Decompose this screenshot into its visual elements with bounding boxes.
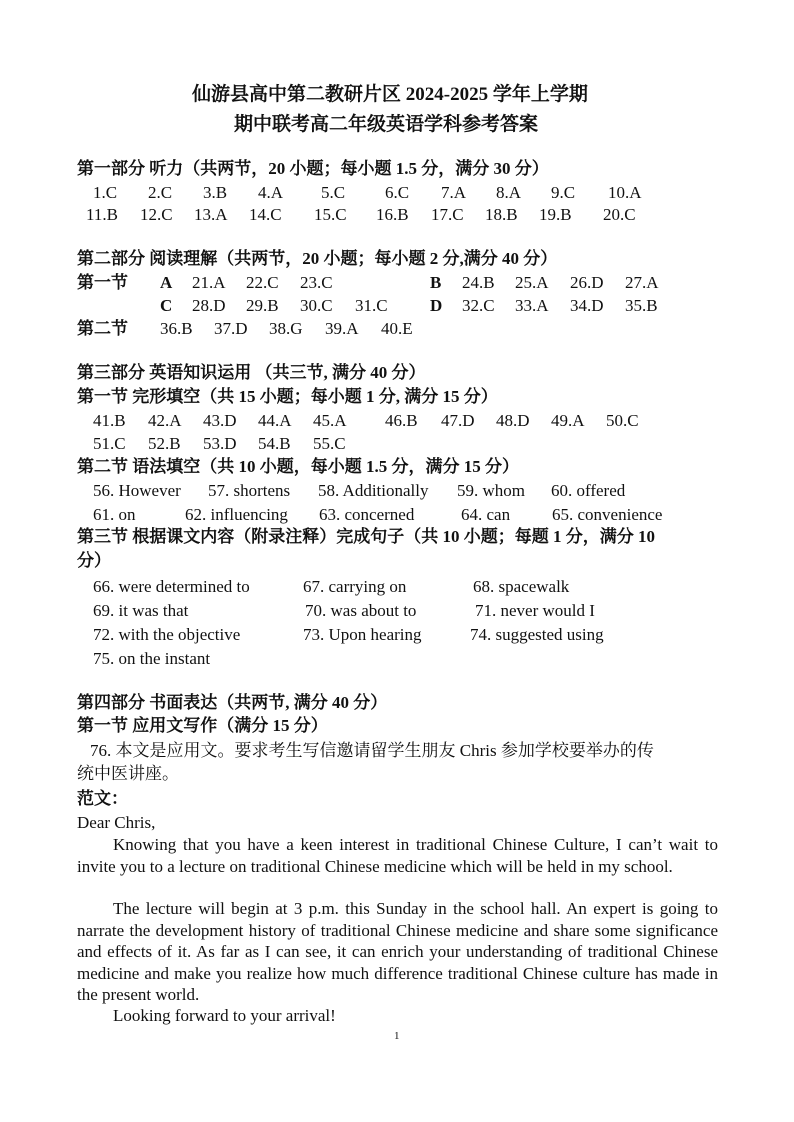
answer-cell: 74. suggested using (470, 625, 604, 644)
answer-cell: 26.D (570, 273, 604, 292)
question-76-line-2: 统中医讲座。 (77, 764, 179, 783)
answer-cell: 73. Upon hearing (303, 625, 422, 644)
answer-cell: 24.B (462, 273, 495, 292)
answer-cell: 52.B (148, 434, 181, 453)
answer-cell: 5.C (321, 183, 346, 202)
answer-cell: 64. can (461, 505, 511, 524)
answer-cell: 41.B (93, 411, 126, 430)
answer-cell: 72. with the objective (93, 625, 241, 644)
answer-cell: 31.C (355, 296, 388, 315)
answer-cell: 45.A (313, 411, 347, 430)
question-76-line-1: 76. 本文是应用文。要求考生写信邀请留学生朋友 Chris 参加学校要举办的传 (90, 741, 654, 760)
answer-cell: 16.B (376, 205, 409, 224)
answer-cell: 9.C (551, 183, 576, 202)
answer-cell: 29.B (246, 296, 279, 315)
answer-cell: 47.D (441, 411, 475, 430)
answer-cell: 1.C (93, 183, 118, 202)
section-label: 第二节 (77, 319, 128, 338)
answer-cell: 13.A (194, 205, 228, 224)
answer-cell: 23.C (300, 273, 333, 292)
answer-cell: 71. never would I (475, 601, 595, 620)
answer-cell: 39.A (325, 319, 359, 338)
answer-cell: 44.A (258, 411, 292, 430)
part3-sec2-header: 第二节 语法填空（共 10 小题，每小题 1.5 分，满分 15 分） (77, 457, 519, 476)
answer-cell: 57. shortens (208, 481, 291, 500)
answer-cell: 20.C (603, 205, 636, 224)
answer-cell: 60. offered (551, 481, 626, 500)
answer-cell: 17.C (431, 205, 464, 224)
answer-cell: 59. whom (457, 481, 525, 500)
answer-cell: 63. concerned (319, 505, 415, 524)
answer-cell: 11.B (86, 205, 118, 224)
answer-cell: 8.A (496, 183, 522, 202)
answer-cell: 54.B (258, 434, 291, 453)
answer-cell: 49.A (551, 411, 585, 430)
answer-cell: 4.A (258, 183, 284, 202)
part4-sec1-header: 第一节 应用文写作（满分 15 分） (77, 716, 328, 735)
answer-cell: 61. on (93, 505, 136, 524)
answer-cell: 65. convenience (552, 505, 663, 524)
sample-label: 范文： (77, 789, 128, 808)
page-number: 1 (394, 1030, 400, 1042)
passage-label: B (430, 273, 442, 292)
answer-cell: 67. carrying on (303, 577, 407, 596)
answer-cell: 75. on the instant (93, 649, 211, 668)
answer-cell: 66. were determined to (93, 577, 250, 596)
answer-cell: 34.D (570, 296, 604, 315)
passage-label: A (160, 273, 173, 292)
answer-cell: 68. spacewalk (473, 577, 570, 596)
part2-header: 第二部分 阅读理解（共两节，20 小题；每小题 2 分,满分 40 分） (77, 249, 558, 268)
answer-cell: 33.A (515, 296, 549, 315)
answer-cell: 25.A (515, 273, 549, 292)
answer-cell: 56. However (93, 481, 181, 500)
answer-cell: 51.C (93, 434, 126, 453)
answer-cell: 12.C (140, 205, 173, 224)
answer-cell: 62. influencing (185, 505, 288, 524)
answer-cell: 32.C (462, 296, 495, 315)
passage-label: D (430, 296, 443, 315)
answer-cell: 10.A (608, 183, 642, 202)
answer-cell: 2.C (148, 183, 173, 202)
answer-cell: 27.A (625, 273, 659, 292)
passage-label: C (160, 296, 173, 315)
answer-cell: 37.D (214, 319, 248, 338)
title-line-1: 仙游县高中第二教研片区 2024-2025 学年上学期 (192, 84, 588, 105)
letter-paragraph-1: Knowing that you have a keen interest in traditional Chinese Culture, I can’t wait to invite you to a lecture on traditional Chinese medicine which will be held in my school. (77, 835, 718, 876)
letter-paragraph-2: The lecture will begin at 3 p.m. this Sunday in the school hall. An expert is going to narrate the development history of traditional Chinese medicine and share some significance and effects of it. As far as I can see, it can enrich your understanding of traditional Chinese medicine and make you realize how much difference traditional Chinese culture has made in the present world. (77, 899, 718, 1004)
letter-salutation: Dear Chris, (77, 813, 156, 832)
answer-cell: 6.C (385, 183, 410, 202)
answer-cell: 58. Additionally (318, 481, 429, 500)
answer-cell: 18.B (485, 205, 518, 224)
letter-paragraph-3: Looking forward to your arrival! (113, 1006, 336, 1025)
answer-cell: 43.D (203, 411, 237, 430)
answer-cell: 36.B (160, 319, 193, 338)
answer-cell: 69. it was that (93, 601, 189, 620)
section-label: 第一节 (77, 273, 128, 292)
answer-cell: 14.C (249, 205, 282, 224)
answer-cell: 55.C (313, 434, 346, 453)
answer-cell: 35.B (625, 296, 658, 315)
part1-header: 第一部分 听力（共两节，20 小题；每小题 1.5 分，满分 30 分） (77, 159, 549, 178)
answer-cell: 40.E (381, 319, 413, 338)
answer-cell: 19.B (539, 205, 572, 224)
part3-sec3-header-cont: 分） (77, 551, 111, 570)
answer-cell: 70. was about to (305, 601, 417, 620)
answer-cell: 46.B (385, 411, 418, 430)
answer-cell: 30.C (300, 296, 333, 315)
answer-cell: 28.D (192, 296, 226, 315)
part4-header: 第四部分 书面表达（共两节, 满分 40 分） (77, 693, 388, 712)
answer-cell: 3.B (203, 183, 228, 202)
answer-cell: 7.A (441, 183, 467, 202)
part3-sec1-header: 第一节 完形填空（共 15 小题；每小题 1 分, 满分 15 分） (77, 387, 498, 406)
answer-cell: 53.D (203, 434, 237, 453)
answer-cell: 50.C (606, 411, 639, 430)
answer-cell: 48.D (496, 411, 530, 430)
title-line-2: 期中联考高二年级英语学科参考答案 (234, 114, 539, 135)
answer-cell: 38.G (269, 319, 303, 338)
answer-cell: 22.C (246, 273, 279, 292)
part3-sec3-header: 第三节 根据课文内容（附录注释）完成句子（共 10 小题；每题 1 分，满分 10 (77, 527, 655, 546)
part3-header: 第三部分 英语知识运用 （共三节, 满分 40 分） (77, 363, 426, 382)
answer-cell: 15.C (314, 205, 347, 224)
answer-cell: 21.A (192, 273, 226, 292)
answer-cell: 42.A (148, 411, 182, 430)
